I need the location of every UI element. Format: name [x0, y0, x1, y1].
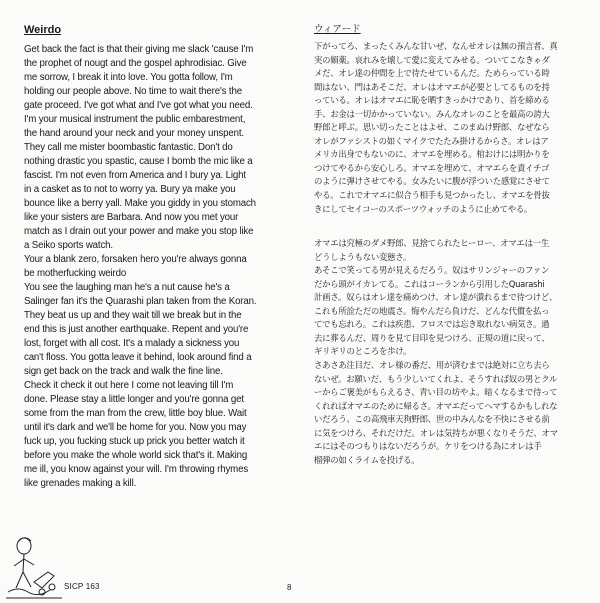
lyric-line: Your a blank zero, forsaken hero you're always gonna: [24, 254, 247, 265]
japanese-lyric-line: これも所詮ただの地震さ。悔やんだら負けだ、どんな代償を払っ: [314, 305, 550, 316]
lyric-line: nothing drastic you spastic, cause I bomb the mic like a: [24, 156, 253, 167]
page-number: 8: [287, 583, 292, 592]
lyric-line: before you make the whole world sick that's it. Making: [24, 450, 248, 461]
japanese-lyric-line: てでも忘れろ。これは疾患、フロスでは忘き取れない病気さ。過: [314, 319, 550, 330]
sketch-figure-illustration: [4, 532, 64, 602]
lyric-line: fascist. I'm not even from America and I bury ya. Light: [24, 170, 246, 181]
catalog-number: SICP 163: [64, 582, 100, 591]
japanese-lyric-line: いだろう、この高飛車天狗野郎、世の中みんなを不快にさせる前: [314, 414, 550, 425]
lyric-line: lost, forget with all cost. It's a malady a sickness you: [24, 338, 240, 349]
lyric-line: sign get back on the track and walk the fine line.: [24, 366, 223, 377]
lyric-line: end this is just another earthquake. Repent and you're: [24, 324, 249, 335]
lyric-line: like your sisters are Barbara. And now you met your: [24, 212, 239, 223]
lyric-line: Check it check it out here I come not leaving till I'm: [24, 380, 234, 391]
japanese-lyric-line: のように弾けさせてやる。女みたいに腹が浮ついた感覚にさせて: [314, 176, 550, 187]
japanese-lyric-line: ないぜ。お願いだ、もう少しいてくれよ、そうすれば奴の男とクル: [314, 373, 558, 384]
japanese-lyric-line: 下がってろ、まったくみんな甘いぜ、なんせオレは無の預言者、真: [314, 41, 558, 51]
lyric-line: They call me mister boombastic fantastic. Don't do: [24, 142, 233, 153]
japanese-lyric-line: ーからご褒美がもらえるさ、青い目の坊やよ。暗くなるまで待って: [314, 387, 558, 398]
japanese-lyric-line: あそこで笑ってる男が見えるだろう。奴はサリンジャーのファン: [314, 265, 550, 276]
lyric-line: can't floss. You gotta leave it behind, look around find a: [24, 352, 252, 363]
japanese-lyric-line: 計画さ。奴らはオレ達を痛めつけ、オレ達が潰れるまで待つけど、: [314, 292, 558, 303]
japanese-lyric-line: オレがファシストの如くマイクでたたみ掛けるからさ。オレはア: [314, 135, 549, 146]
lyric-line: in a casket as to not to worry ya. Bury ya make you: [24, 184, 236, 195]
lyric-line: Salinger fan it's the Quarashi plan taken from the Koran.: [24, 296, 257, 307]
lyric-line: gate proceed. I've got what and I've got what you need.: [24, 100, 253, 111]
lyric-line: like grenades making a kill.: [24, 478, 137, 489]
lyric-line: me ill, you know against your will. I'm throwing rhymes: [24, 464, 249, 475]
japanese-lyric-line: 手、お金は一切かかっていない。みんなオレのことを最高の誇大: [314, 108, 550, 119]
lyric-line: fuck up, you fucking stuck up prick you better watch it: [24, 436, 245, 447]
japanese-lyric-line: きにしてセイコーのスポーツウォッチのように止めてやる。: [314, 203, 533, 214]
lyric-line: the prophet of nougt and the gospel aphrodisiac. Give: [24, 58, 247, 69]
english-lyrics-column: [24, 24, 300, 491]
stanza-gap: [314, 216, 586, 237]
lyric-line: They beat us up and they wait till we break but in the: [24, 310, 242, 321]
lyric-line: Get back the fact is that their giving me slack 'cause I'm: [24, 44, 254, 55]
japanese-lyric-line: やる。これでオマエに似合う相手も見つかったし、オマエを骨抜: [314, 190, 550, 201]
lyric-line: match as I drain out your power and make you stop like: [24, 226, 254, 237]
japanese-lyric-line: オマエは究極のダメ野郎、見捨てられたヒーロー、オマエは一生: [314, 238, 549, 249]
song-title: Weirdo: [24, 24, 62, 36]
lyric-line: a Seiko sports watch.: [24, 240, 113, 251]
japanese-lyric-line: メリカ出身でもないのに、オマエを埋める。棺おけには明かりを: [314, 149, 550, 160]
japanese-lyric-line: 間はない、門はあそこだ、オレはオマエが必要としてるものを持: [314, 81, 550, 92]
japanese-lyric-line: に気をつけろ、それだけだ。オレは気持ちが悪くなりそうだ、オマ: [314, 427, 558, 438]
japanese-lyrics-verse-2: [314, 237, 586, 467]
lyric-line: some from the man from the crew, little boy blue. Wait: [24, 408, 247, 419]
japanese-lyric-line: だから頭がイカレてる。これはコーランから引用したQuarashi: [314, 278, 545, 289]
lyric-line: You see the laughing man he's a nut cause he's a: [24, 282, 230, 293]
japanese-lyric-line: 実の媚薬。哀れみを壊して愛に変えてみせる。ついてこなきゃダ: [314, 54, 550, 65]
japanese-lyric-line: エにはそのつもりはないだろうが。ケリをつける為にオレは手: [314, 441, 542, 452]
lyric-line: done. Please stay a little longer and you're gonna get: [24, 394, 244, 405]
lyric-line: I'm your musical instrument the public embarestment,: [24, 114, 246, 125]
lyric-line: the hand around your neck and your money unspent.: [24, 128, 244, 139]
english-lyrics-body: [24, 43, 300, 491]
lyric-line: be motherfucking weirdo: [24, 268, 127, 279]
japanese-lyric-line: メだ、オレ達の仲間を上で待たせているんだ。ためらっている時: [314, 68, 550, 79]
japanese-lyric-line: つけてやるから安心しろ。オマエを埋めて、オマエらを責イチゴ: [314, 162, 550, 173]
japanese-lyric-line: くれればオマエのために帰るさ。オマエだってヘマするかもしれな: [314, 400, 558, 411]
japanese-lyric-line: 去に葬るんだ、周りを見て目印を見つけろ、正規の道に戻って、: [314, 332, 550, 343]
lyric-line: holding our people above. No time to wait there's the: [24, 86, 242, 97]
lyric-line: me sorrow, I break it into love. You gotta follow, I'm: [24, 72, 233, 83]
japanese-lyric-line: 榴弾の如くライムを投げる。: [314, 454, 420, 465]
lyric-line: until it's dark and we'll be home for you. Now you may: [24, 422, 247, 433]
song-title-japanese: ウィアード: [314, 24, 361, 35]
lyric-line: bounce like a berry yall. Make you giddy in you stomach: [24, 198, 256, 209]
japanese-lyrics-verse-1: [314, 40, 586, 216]
japanese-lyric-line: どうしようもない変態さ。: [314, 251, 412, 262]
japanese-lyric-line: さあさあ注目だ、オレ様の番だ、用が済むまでは絶対に立ち去ら: [314, 360, 550, 371]
japanese-lyric-line: 野郎と呼ぶ。思い切ったことはよせ、このまぬけ野郎、なぜなら: [314, 122, 550, 133]
japanese-lyric-line: ギリギリのところを歩け。: [314, 346, 412, 357]
japanese-lyric-line: っている。オレはオマエに恥を晒すきっかけであり、首を締める: [314, 95, 550, 106]
japanese-lyrics-column: [314, 24, 586, 467]
